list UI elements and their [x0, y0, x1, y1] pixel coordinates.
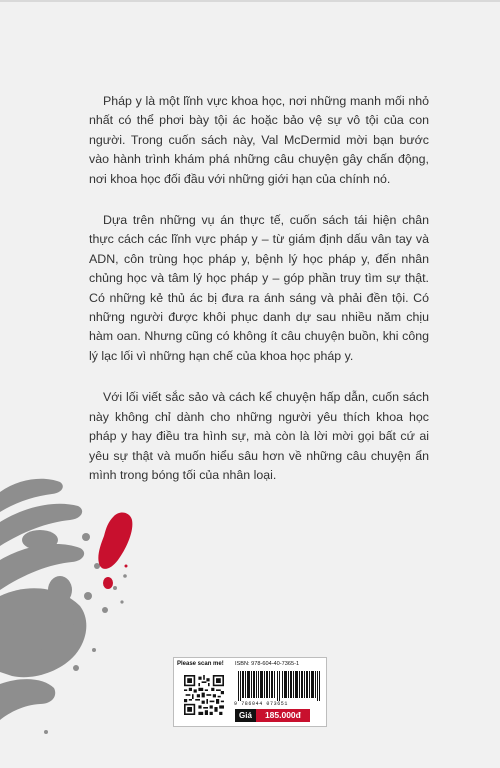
synopsis-paragraph-1: Pháp y là một lĩnh vực khoa học, nơi những manh mối nhỏ nhất có thể phơi bày tội ác hoặc bảo vệ sự vô tội của con người. Trong cuốn sách này, Val McDermid mời bạn bước vào hành trình khám phá những câu chuyện gây chấn động, nơi khoa học đối đầu với những giới hạn của chính nó.: [89, 94, 429, 186]
synopsis-paragraph-3: Với lối viết sắc sảo và cách kể chuyện hấp dẫn, cuốn sách này không chỉ dành cho những người yêu thích khoa học pháp y hay điều tra hình sự, mà còn là lời mời gọi bất cứ ai yêu sự thật và muốn hiểu sâu hơn về những câu chuyện ẩn mình trong bóng tối của nhân loại.: [89, 390, 429, 482]
scan-label: Please scan me!: [177, 661, 224, 667]
red-drop-icon: [98, 513, 132, 589]
barcode-icon: [236, 671, 322, 701]
top-edge: [0, 0, 500, 2]
barcode-digits: 9 786044 073651: [234, 701, 289, 707]
barcode-price-box: [173, 657, 327, 727]
price-tag: [235, 709, 310, 722]
synopsis-paragraph-2: Dựa trên những vụ án thực tế, cuốn sách tái hiện chân thực cách các lĩnh vực pháp y – từ giám định dấu vân tay và ADN, côn trùng học pháp y, bệnh lý học pháp y, đến nhân chủng học và tâm lý học pháp y – góp phần truy tìm sự thật. Có những kẻ thủ ác bị đưa ra ánh sáng và phải đền tội. Có những người được khôi phục danh dự sau nhiều năm chịu hàm oan. Nhưng cũng có không ít câu chuyện buồn, khi công lý lạc lối vì những hạn chế của khoa học pháp y.: [89, 213, 429, 363]
isbn-text: ISBN: 978-604-40-7365-1: [235, 661, 300, 667]
qr-code-icon[interactable]: [184, 675, 224, 715]
price-value: 185.000đ: [256, 709, 310, 722]
price-label: Giá: [235, 709, 256, 722]
synopsis-text: [89, 92, 429, 507]
